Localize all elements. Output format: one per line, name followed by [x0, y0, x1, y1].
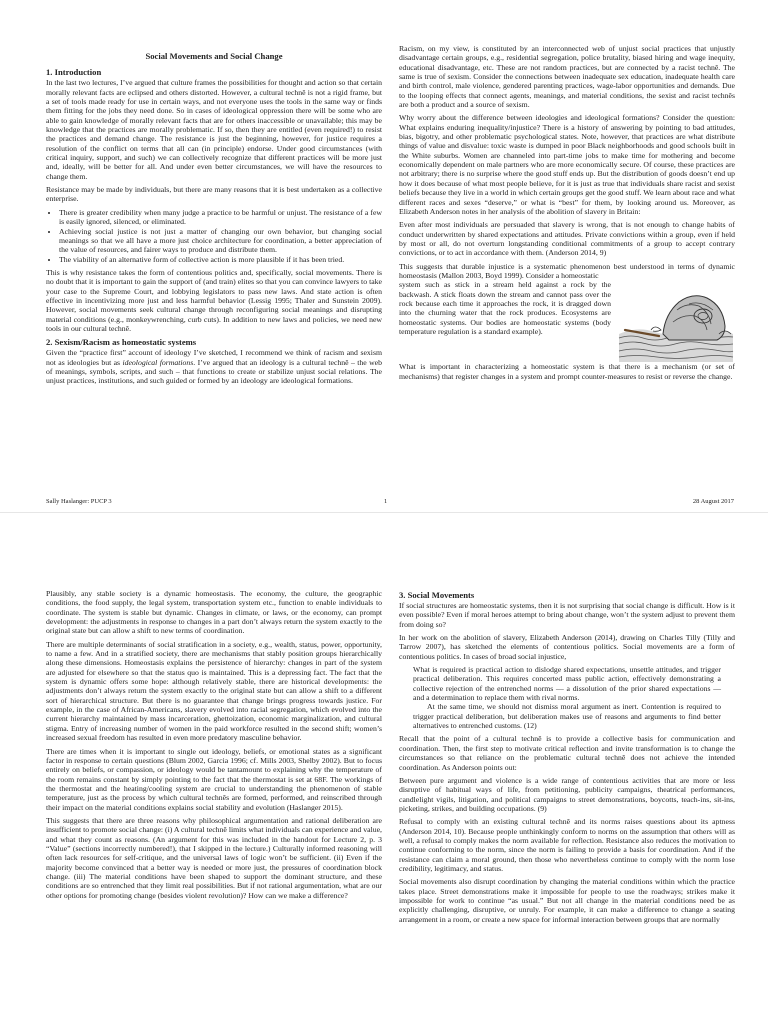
block-quote: Between pure argument and violence is a wide range of contentious activities that are more or less disruptive of habitual ways of life, from petitioning, publicity campaigns, theatrical performances, candlelight vigils, litigation, and political campaigns to street demonstrations, boycotts, teach-ins, sit-ins, picketing, strikes, and building occupations. (9): [399, 775, 735, 813]
bullet-list: [46, 208, 382, 264]
bullet-item: • Achieving social justice is not just a matter of changing our own behavior, but changing social meanings so that we all have a more just choice architecture for coordination, a better appreciation of the value of resources, and fairer ways to produce and distribute them.: [59, 227, 382, 255]
block-quote: Even after most individuals are persuaded that slavery is wrong, that is not enough to change habits of conduct underwritten by shared expectations and attitudes. Private convictions within a group, even if held by most or all, do not overturn longstanding conditional commitments of a group to accept contrary convictions, or to act in accordance with them. (Anderson 2014, 9): [399, 220, 735, 258]
paragraph: Plausibly, any stable society is a dynamic homeostasis. The economy, the culture, the geographic conditions, the food supply, the legal system, transportation system etc., function to enable individuals to coordinate. The system is stable but dynamic. Changes in climate, or laws, or the economy, can prompt development: the adjustments in response to changes in a part don’t always return the system exactly to the original state but can allow a shift to new terms of coordination.: [46, 589, 382, 636]
section-heading-social-movements: 3. Social Movements: [399, 590, 475, 600]
document-title: Social Movements and Social Change: [145, 51, 283, 61]
paragraph: Social movements also disrupt coordination by changing the material conditions within which the practice takes place. Street demonstrations make it impossible for people to use the roadways; strikes make it impossible for work to continue “as usual.” But not all change in the material conditions need be as explicitly challenging, disruptive, or unruly. For example, it can make a difference to change a seating arrangement in a room, or create a new space for informal interaction between groups that are normally: [399, 877, 735, 924]
page1-left-column: [46, 52, 382, 390]
section-heading-introduction: 1. Introduction: [46, 67, 102, 78]
paragraph: This suggests that there are three reasons why philosophical argumentation and rational deliberation are insufficient to promote social change: (i) A cultural technê limits what individuals can experience and value, and what they count as reasons. (An argument for this was included in the handout for Lecture 2, p. 3 “Value” (sections incorrectly numbered!), that I skipped in the lecture.) Culturally informed reasoning will often lack resources for self-critique, and the universal laws of logic won’t be sufficient. (ii) Even if the majority become convinced that a better way is needed or more just, the pressures of coordination block change. (iii) The material conditions have been shaped to support the dominant structure, and these conditions are so entrenched that they limit real possibilities. But if not rational argumentation, what are our other options for promoting change (besides violent revolution)? How can we make a difference?: [46, 815, 382, 900]
paragraph: If social structures are homeostatic systems, then it is not surprising that social change is difficult. How is it even possible? Even if moral heroes attempt to bring about change, won’t the system adjust to prevent them from doing so?: [399, 601, 735, 629]
paragraph: Racism, on my view, is constituted by an interconnected web of unjust social practices that unjustly disadvantage certain groups, e.g., residential segregation, police brutality, biased hiring and wage inequity, educational disadvantage, etc. These are not random practices, but are connected by a racist technê. The same is true of sexism. Consider the connections between inadequate sex education, inadequate health care and birth control, male violence, gendered parenting practices, wage-labor opportunities and demands. Due to the looping effects that connect agents, meanings, and material conditions, the sexist and racist technês are both a product and a source of sexism.: [399, 44, 735, 110]
bullet-item: • The viability of an alternative form of collective action is more plausible if it has been tried.: [59, 255, 382, 264]
emphasis: ideological formations: [122, 357, 194, 367]
stick-rock-figure-row: [399, 280, 735, 362]
text-span: . I’ve argued that an ideology is a cultural technê – the web of meanings, symbols, scripts, and such – that functions to create or stabilize unjust social relations. The unjust practices, institutions, and such guided or formed by an ideology are ideological formations.: [46, 357, 382, 386]
quote-paragraph: At the same time, we should not dismiss moral argument as inert. Contention is required to trigger practical deliberation, but deliberation makes use of reasons and arguments to find better alternatives to entrenched customs. (12): [413, 702, 721, 731]
paragraph: Refusal to comply with an existing cultural technê and its norms raises questions about its aptness (Anderson 2014, 10). Because people unthinkingly conform to norms on the assumption that others will as well, a refusal to comply makes the norm available for reflection. Resistance also reduces the motivation to continue conforming to the norm, since the norm is failing to provide a basis for coordination. And if the resistance can claim a moral ground, then those who nevertheless continue to comply with the norm lose credibility, legitimacy, and status.: [399, 817, 735, 873]
paragraph: There are times when it is important to single out ideology, beliefs, or emotional states as a significant factor in response to certain questions (Blum 2002, Garcia 1996; cf. Mills 2003, Shelby 2002). But to focus entirely on beliefs, or compassion, or ideology would be tantamount to explaining why the temperature of the room remains constant by simply pointing to the fact that the thermostat is set at 68F. The workings of the thermostat and the heating/cooling system are crucial to understanding the phenomenon of stable temperature, just as the process by which cultural technês are formed, performed, and reinscribed through their impact on the material conditions explains social stability and evolution (Haslanger 2015).: [46, 746, 382, 812]
footer-date: 28 August 2017: [692, 498, 734, 505]
paragraph: This suggests that durable injustice is a systematic phenomenon best understood in terms of dynamic homeostasis (Mallon 2003, Boyd 1999). Consider a homeostatic: [399, 261, 735, 280]
paragraph: Why worry about the difference between ideologies and ideological formations? Consider the question: What explains enduring inequality/injustice? There is a history of answering by pointing to bad attitudes, bias, bigotry, and other problematic psychological states. Note, however, that practices are what distribute things of value and disvalue: toxic waste is dumped in poor Black neighborhoods and good schools built in the White suburbs. Women are channeled into part-time jobs to make time for mothering and become economically dependent on male partners who are more economically secure. Of course, these practices are not arbitrary; there is no surprise where the good stuff ends up. But the distribution of goods doesn’t end up how it does because of what most people believe, for it is just as true that individuals share racist and sexist beliefs because they live in a world in which certain groups get the good stuff. We learn about race and what different races and sexes “deserve,” or what is “best” for them, by looking around us. Moreover, as Elizabeth Anderson notes in her analysis of the abolition of slavery in Britain:: [399, 113, 735, 216]
text-span: Given the “practice first” account of ideology I’ve sketched, I recommend we think of racism and sexism not as ideologies but as: [46, 348, 382, 367]
paragraph: In her work on the abolition of slavery, Elizabeth Anderson (2014), drawing on Charles Tilly (Tilly and Tarrow 2007), has sketched the elements of contentious politics. Social movements are a form of contentious politics. In cases of broad social injustice,: [399, 633, 735, 661]
page-2: [0, 512, 768, 1025]
footer-page-number: 1: [384, 498, 388, 505]
footer-author: Sally Haslanger: PUCP 3: [46, 498, 112, 505]
paragraph: Resistance may be made by individuals, but there are many reasons that it is best undertaken as a collective enterprise.: [46, 185, 382, 204]
bullet-item: • There is greater credibility when many judge a practice to be harmful or unjust. The resistance of a few is easily ignored, silenced, or eliminated.: [59, 208, 382, 227]
rock-in-stream-illustration: [617, 280, 735, 362]
page2-left-column: [46, 589, 382, 904]
section-heading-homeostatic-systems: 2. Sexism/Racism as homeostatic systems: [46, 337, 197, 348]
page1-right-column: [399, 44, 735, 385]
block-quote: [413, 665, 721, 730]
page-1: [0, 0, 768, 512]
paragraph: system such as stick in a stream held against a rock by the backwash. A stick floats down the stream and cannot pass over the rock because each time it approaches the rock, it is dragged down into the churning water that the rock produces. Ecosystems are homeostatic systems. Our bodies are homeostatic systems (body temperature regulation is a standard example).: [399, 280, 611, 336]
quote-paragraph: What is required is practical action to dislodge shared expectations, unsettle attitudes, and trigger practical deliberation. This requires concerted mass public action, effectively demonstrating a collective rejection of the entrenched norms — a dissolution of the prior shared expectations — and a determination to replace them with rival norms.: [413, 665, 721, 703]
paragraph: What is important in characterizing a homeostatic system is that there is a mechanism (or set of mechanisms) that register changes in a system and prompt counter-measures to resist or reverse the change.: [399, 362, 735, 381]
paragraph: Recall that the point of a cultural technê is to provide a collective basis for communication and coordination. Then, the first step to motivate critical reflection and invite transformation is to change the circumstances so that reliance on the problematic cultural technê does not achieve the intended coordination. As Anderson points out:: [399, 734, 735, 772]
paragraph: This is why resistance takes the form of contentious politics and, specifically, social movements. There is no doubt that it is important to gain the support of (and train) elites so that you can convince lawyers to take your case to the Supreme Court, and lobbying legislators to pass new laws. And state action is often effective in incentivizing more just and less harmful behavior (Lessig 1995; Thaler and Sunstein 2009). However, social movements seek cultural change through reconfiguring social meanings and disrupting material conditions (e.g., monkeywrenching, curb cuts). In addition to new laws and policies, we need new tools in our cultural technê.: [46, 267, 382, 333]
paragraph: In the last two lectures, I’ve argued that culture frames the possibilities for thought and action so that certain morally relevant facts are eclipsed and others distorted. However, a cultural technê is not a rigid frame, but a set of tools made ready for use in certain ways, and not everyone uses the tools in the same way or finds them fitting for the jobs they need done. So in cases of ideological oppression there will be some who are able to gain knowledge of morally relevant facts that are for others inaccessible or unavailable; this may be knowledge that the practices are morally problematic. If so, then they are entitled (even required!) to resist the practices and demand change. The resistance is just the beginning, however, for justice requires a resolution of the conflict on terms that all can (in principle) endorse. Under good circumstances (with critical inquiry, support, and such) we can collectively recognize that different practices will be more just and, ideally, will be better for all. And under even better circumstances, we will have the resources to change them.: [46, 78, 382, 181]
page2-right-column: [399, 589, 735, 928]
paragraph: [46, 348, 382, 385]
paragraph: There are multiple determinants of social stratification in a society, e.g., wealth, status, power, opportunity, to name a few. And in a stratified society, there are mechanisms that stably position groups hierarchically along these dimensions. Homeostasis explains the persistence of hierarchy: changes in part of the system are adjusted for elsewhere so that the status quo is maintained. This is a depressing fact. The fact that the system is dynamic offers some hope: although relatively stable, there are historical developments: the adjustments don’t always return the system exactly to the original state but can allow a shift to a different sort of hierarchical structure. But there is no guarantee that change brings progress towards justice. For example, in the case of African-Americans, slavery evolved into racial segregation, which evolved into the current hierarchy maintained by mass incarceration, ghettoization, economic marginalization, and cultural stigma. Entry of increasing number of women in the paid workforce resulted in the second shift; women’s increased sexual freedom has resulted in even more predatory masculine behavior.: [46, 639, 382, 743]
